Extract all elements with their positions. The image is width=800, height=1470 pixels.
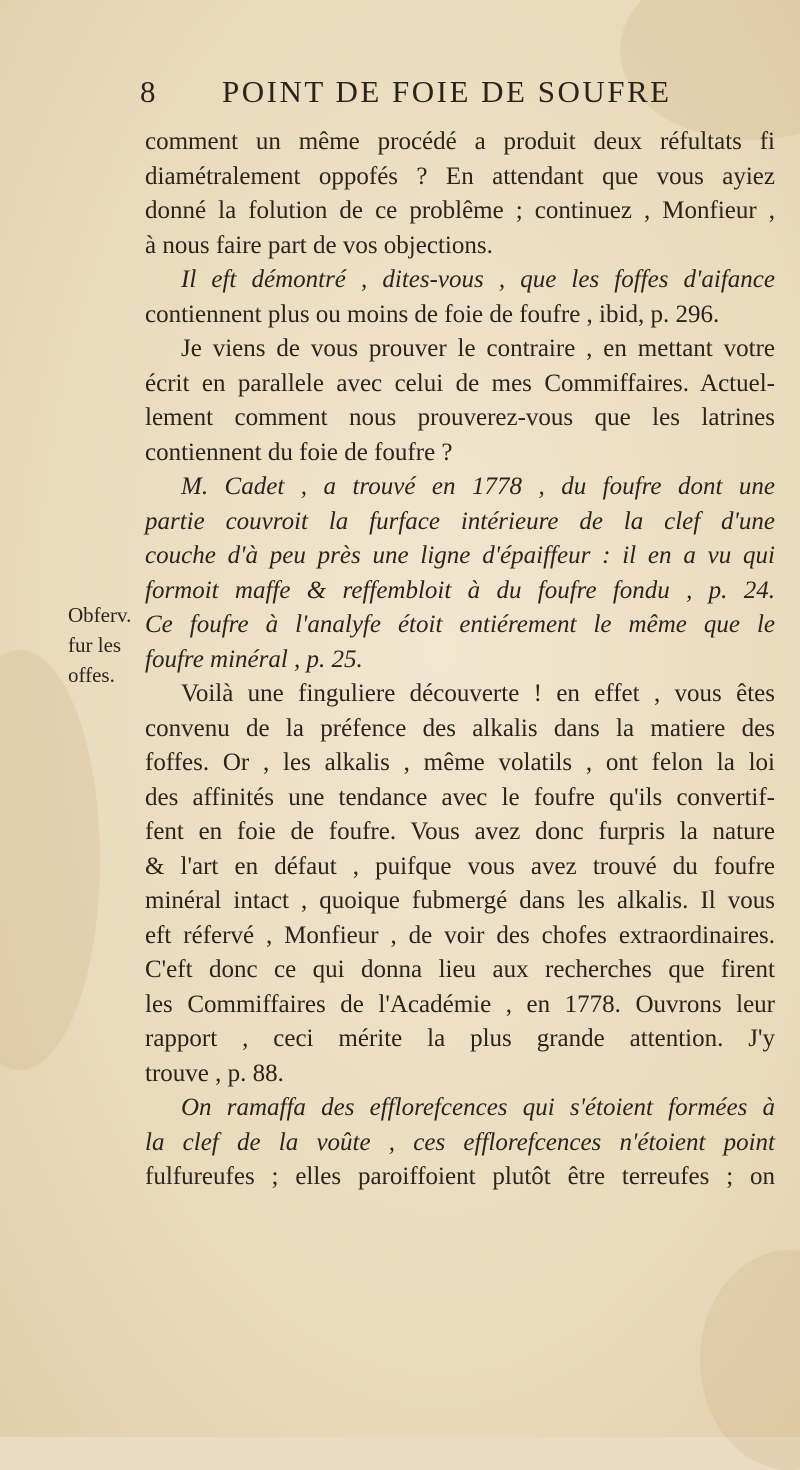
text-line: couche d'à peu près une ligne d'épaiffeur : il en a vu qui (145, 542, 775, 569)
text-line: foffes. Or , les alkalis , même volatils , ont felon la loi (145, 749, 775, 776)
text-line: foufre minéral , p. 25. (145, 645, 363, 673)
text-line: minéral intact , quoique fubmergé dans les alkalis. Il vous (145, 887, 775, 914)
text-line: partie couvroit la furface intérieure de la clef d'une (145, 507, 775, 535)
text-line: des affinités une tendance avec le foufre qu'ils convertif- (145, 783, 775, 811)
text-line: formoit maffe & reffembloit à du foufre fondu , p. 24. (145, 576, 775, 604)
text-line: eft réfervé , Monfieur , de voir des chofes extraordinaires. (145, 921, 775, 949)
paper-stain (0, 650, 100, 1070)
text-line: Ce foufre à l'analyfe étoit entiérement le même que le (145, 611, 775, 638)
page-number: 8 (140, 74, 158, 109)
text-line: On ramaffa des efflorefcences qui s'étoient formées à (181, 1094, 775, 1121)
margin-note-line: Obferv. (68, 603, 132, 627)
text-line: Il eft démontré , dites-vous , que les foffes d'aifance (181, 266, 775, 293)
body-text (145, 125, 775, 1195)
text-line: convenu de la préfence des alkalis dans la matiere des (145, 714, 775, 742)
margin-note-line: offes. (68, 663, 115, 687)
text-line: la clef de la voûte , ces efflorefcences n'étoient point (145, 1128, 775, 1156)
text-line: rapport , ceci mérite la plus grande attention. J'y (145, 1025, 775, 1052)
text-line: à nous faire part de vos objections. (145, 231, 493, 259)
text-line: fent en foie de foufre. Vous avez donc furpris la nature (145, 818, 775, 845)
text-line: lement comment nous prouverez-vous que les latrines (145, 404, 775, 431)
text-line: écrit en parallele avec celui de mes Commiffaires. Actuel- (145, 369, 775, 397)
text-line: les Commiffaires de l'Académie , en 1778. Ouvrons leur (145, 990, 775, 1018)
text-line: trouve , p. 88. (145, 1059, 284, 1087)
paper-stain (700, 1250, 800, 1470)
text-line: & l'art en défaut , puifque vous avez trouvé du foufre (145, 852, 775, 880)
margin-note (68, 600, 131, 690)
text-line: donné la folution de ce problême ; continuez , Monfieur , (145, 197, 775, 224)
text-line: diamétralement oppofés ? En attendant que vous ayiez (145, 162, 775, 190)
text-line: comment un même procédé a produit deux réfultats fi (145, 128, 775, 155)
margin-note-line: fur les (68, 633, 122, 657)
text-line: contiennent du foie de foufre ? (145, 438, 453, 466)
text-line: Je viens de vous prouver le contraire , en mettant votre (181, 335, 775, 362)
text-line: Voilà une finguliere découverte ! en effet , vous êtes (181, 680, 775, 707)
paper-stain (620, 0, 800, 140)
running-title: POINT DE FOIE DE SOUFRE (222, 74, 672, 109)
text-line: fulfureufes ; elles paroiffoient plutôt être terreufes ; on (145, 1163, 775, 1190)
text-line: M. Cadet , a trouvé en 1778 , du foufre dont une (181, 473, 775, 500)
text-line: C'eft donc ce qui donna lieu aux recherches que firent (145, 956, 775, 983)
text-line: contiennent plus ou moins de foie de foufre , ibid, p. 296. (145, 300, 720, 328)
